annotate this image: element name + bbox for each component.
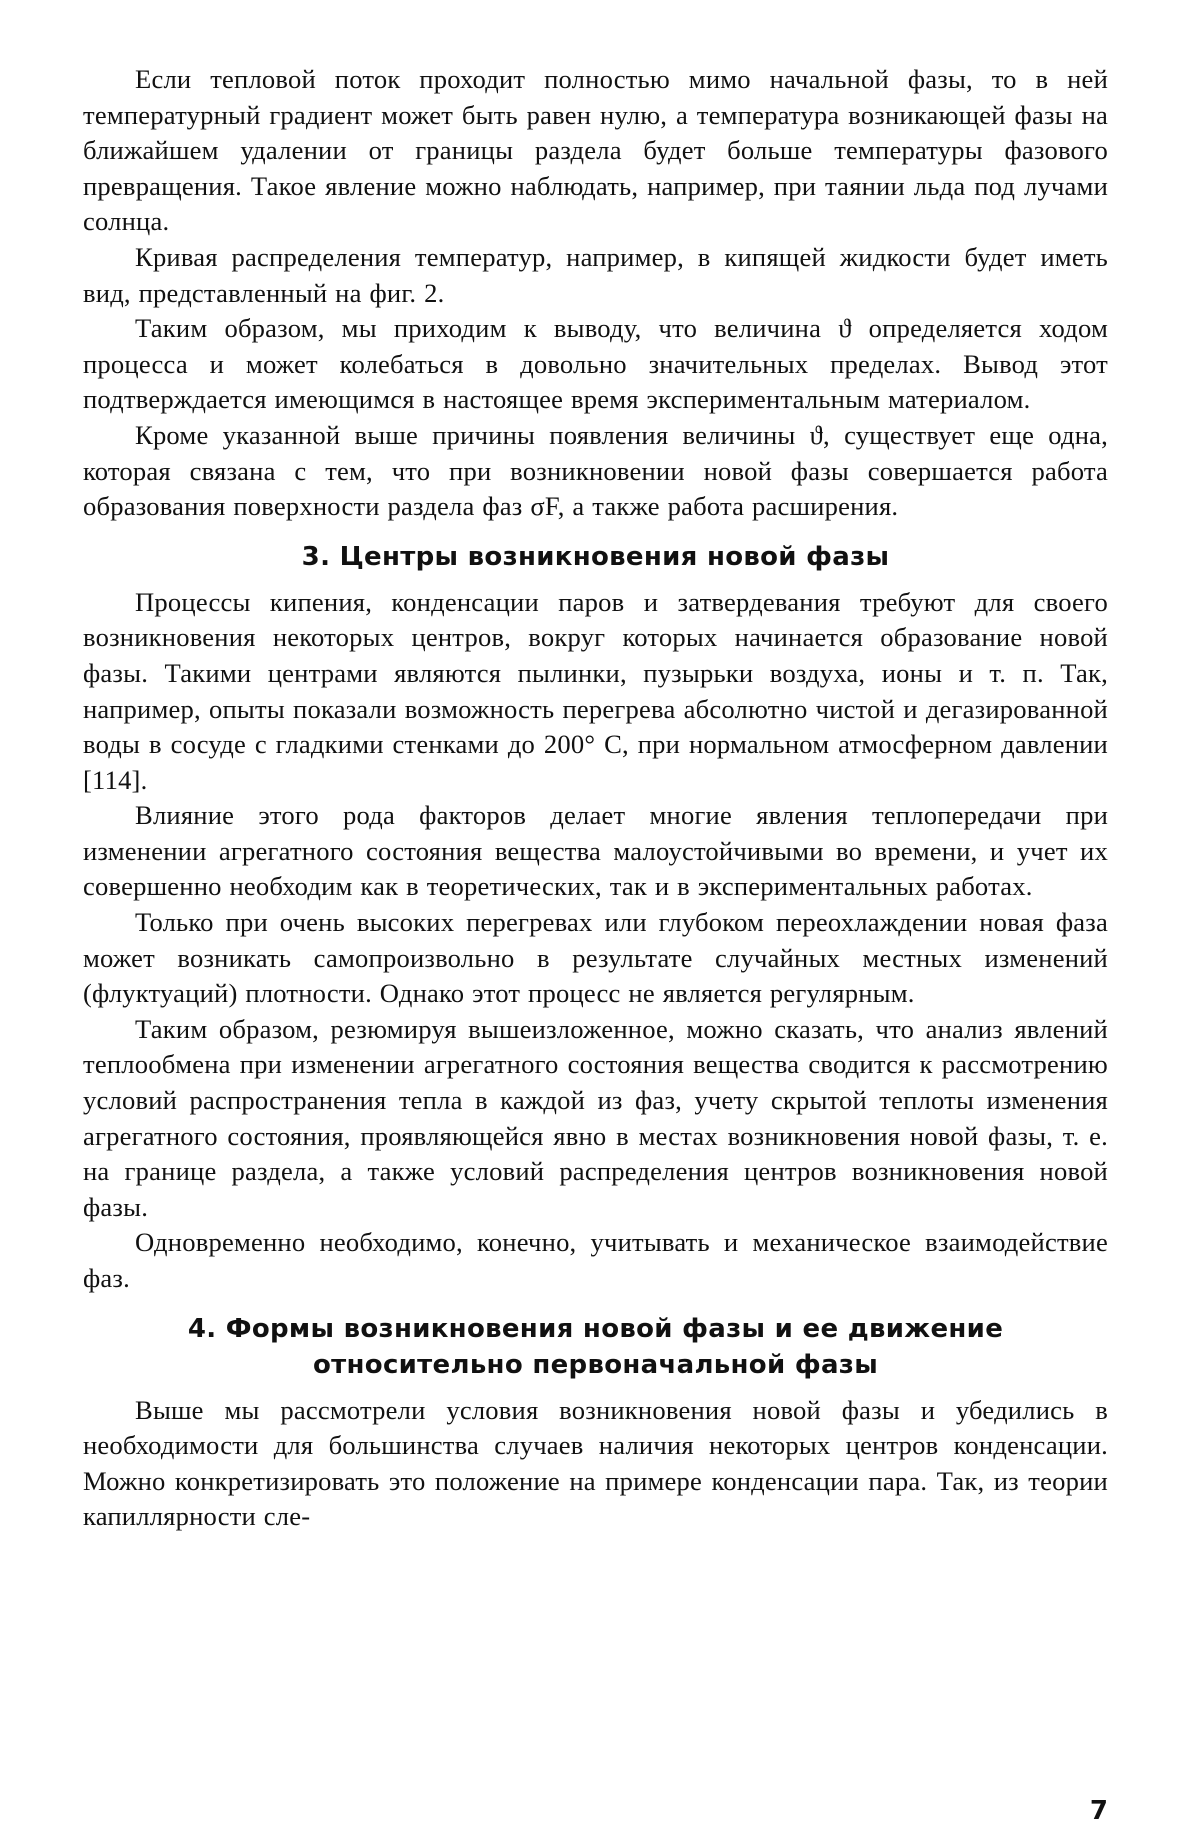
section-heading-4 [83, 1311, 1108, 1383]
paragraph-7: Только при очень высоких перегревах или глубоком переохлаждении новая фаза может возникать самопроизвольно в результате случайных местных изменений (флуктуаций) плотности. Однако этот процесс не является регулярным. [83, 907, 1108, 1009]
paragraph-6: Влияние этого рода факторов делает многие явления теплопередачи при изменении агрегатного состояния вещества малоустойчивыми во времени, и учет их совершенно необходим как в теоретических, так и в экспериментальных работах. [83, 800, 1108, 902]
document-page [83, 62, 1108, 1826]
section-heading-4-line-1: 4. Формы возникновения новой фазы и ее движение [187, 1313, 1004, 1344]
paragraph-8: Таким образом, резюмируя вышеизложенное, можно сказать, что анализ явлений теплообмена при изменении агрегатного состояния вещества сводится к рассмотрению условий распространения тепла в каждой из фаз, учету скрытой теплоты изменения агрегатного состояния, проявляющейся явно в местах возникновения новой фазы, т. е. на границе раздела, а также условий распределения центров возникновения новой фазы. [83, 1013, 1108, 1222]
paragraph-5: Процессы кипения, конденсации паров и затвердевания требуют для своего возникновения некоторых центров, вокруг которых начинается образование новой фазы. Такими центрами являются пылинки, пузырьки воздуха, ионы и т. п. Так, например, опыты показали возможность перегрева абсолютно чистой и дегазированной воды в сосуде с гладкими стенками до 200° С, при нормальном атмосферном давлении [114]. [83, 586, 1108, 795]
paragraph-9: Одновременно необходимо, конечно, учитывать и механическое взаимодействие фаз. [83, 1227, 1108, 1293]
section-heading-3-text: 3. Центры возникновения новой фазы [301, 541, 890, 572]
paragraph-1: Если тепловой поток проходит полностью мимо начальной фазы, то в ней температурный градиент может быть равен нулю, а температура возникающей фазы на ближайшем удалении от границы раздела будет больше температуры фазового превращения. Такое явление можно наблюдать, например, при таянии льда под лучами солнца. [83, 64, 1108, 237]
section-heading-4-line-2: относительно первоначальной фазы [312, 1349, 879, 1380]
paragraph-10: Выше мы рассмотрели условия возникновения новой фазы и убедились в необходимости для большинства случаев наличия некоторых центров конденсации. Можно конкретизировать это положение на примере конденсации пара. Так, из теории капиллярности сле- [83, 1394, 1108, 1532]
page-number: 7 [1089, 1796, 1108, 1826]
paragraph-3: Таким образом, мы приходим к выводу, что величина ϑ определяется ходом процесса и может колебаться в довольно значительных пределах. Вывод этот подтверждается имеющимся в настоящее время экспериментальным материалом. [83, 313, 1108, 415]
section-heading-3 [83, 539, 1108, 575]
paragraph-4: Кроме указанной выше причины появления величины ϑ, существует еще одна, которая связана с тем, что при возникновении новой фазы совершается работа образования поверхности раздела фаз σF, а также работа расширения. [83, 419, 1108, 522]
paragraph-2: Кривая распределения температур, например, в кипящей жидкости будет иметь вид, представленный на фиг. 2. [83, 241, 1108, 308]
